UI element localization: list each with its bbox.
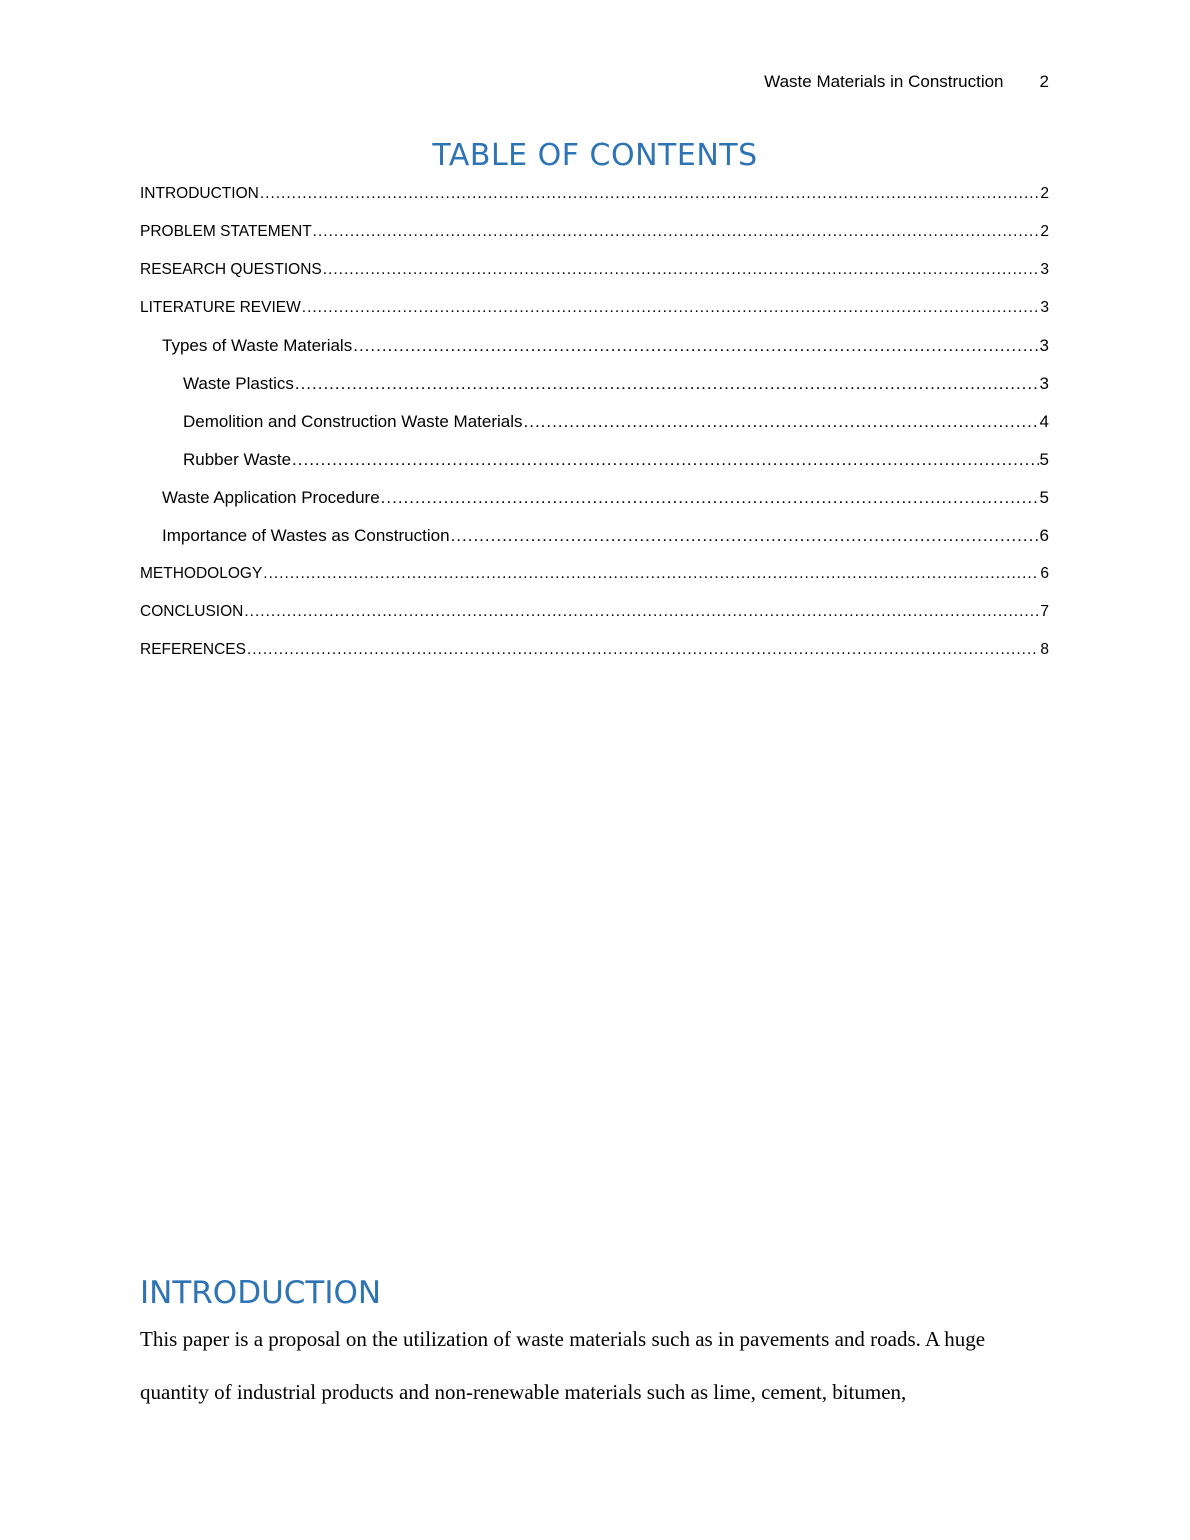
toc-entry-page: 6 bbox=[1039, 526, 1049, 545]
toc-entry-rubber-waste[interactable] bbox=[140, 441, 1049, 479]
toc-entry-label: PROBLEM STATEMENT bbox=[140, 223, 312, 240]
toc-entry-problem-statement[interactable] bbox=[140, 213, 1049, 251]
toc-entry-types-of-waste-materials[interactable] bbox=[140, 327, 1049, 365]
toc-title: TABLE OF CONTENTS bbox=[432, 138, 758, 173]
introduction-paragraph: This paper is a proposal on the utilization of waste materials such as in pavements and roads. A huge quantity of industrial products and non-renewable materials such as lime, cement, bitumen, bbox=[140, 1327, 986, 1404]
toc-entry-page: 2 bbox=[1040, 223, 1049, 240]
toc-entry-research-questions[interactable] bbox=[140, 251, 1049, 289]
toc-entry-page: 3 bbox=[1039, 336, 1049, 355]
toc-dot-leader bbox=[247, 641, 1039, 659]
toc-entry-page: 5 bbox=[1039, 488, 1049, 507]
toc-entry-page: 2 bbox=[1040, 185, 1049, 202]
toc-entry-label: Rubber Waste bbox=[183, 450, 292, 469]
toc-entry-page: 8 bbox=[1040, 641, 1049, 658]
toc-entry-page: 3 bbox=[1040, 299, 1049, 316]
toc-dot-leader bbox=[292, 450, 1039, 470]
toc-entry-references[interactable] bbox=[140, 631, 1049, 669]
toc-dot-leader bbox=[353, 336, 1038, 356]
introduction-heading: INTRODUCTION bbox=[140, 1275, 382, 1311]
toc-entry-label: CONCLUSION bbox=[140, 603, 244, 620]
toc-entry-label: Waste Plastics bbox=[183, 374, 294, 393]
toc-entry-label: Waste Application Procedure bbox=[162, 488, 380, 507]
toc-entry-page: 5 bbox=[1039, 450, 1049, 469]
toc-entry-page: 3 bbox=[1039, 374, 1049, 393]
toc-dot-leader bbox=[524, 412, 1039, 432]
toc-entry-label: Importance of Wastes as Construction bbox=[162, 526, 450, 545]
running-title: Waste Materials in Construction bbox=[764, 72, 1004, 91]
toc-entry-label: Demolition and Construction Waste Materials bbox=[183, 412, 523, 431]
toc-entry-label: RESEARCH QUESTIONS bbox=[140, 261, 322, 278]
header-page-number: 2 bbox=[1039, 72, 1049, 91]
toc-entry-literature-review[interactable] bbox=[140, 289, 1049, 327]
toc-entry-page: 7 bbox=[1040, 603, 1049, 620]
toc-entry-importance-of-wastes[interactable] bbox=[140, 517, 1049, 555]
toc-dot-leader bbox=[381, 488, 1039, 508]
toc-entry-page: 4 bbox=[1039, 412, 1049, 431]
toc-entry-demolition-construction-waste[interactable] bbox=[140, 403, 1049, 441]
running-header bbox=[764, 72, 1049, 92]
toc-entry-page: 3 bbox=[1040, 261, 1049, 278]
toc-entry-label: REFERENCES bbox=[140, 641, 246, 658]
table-of-contents bbox=[140, 175, 1049, 669]
toc-dot-leader bbox=[451, 526, 1039, 546]
toc-dot-leader bbox=[323, 261, 1040, 279]
toc-entry-label: Types of Waste Materials bbox=[162, 336, 353, 355]
toc-dot-leader bbox=[263, 565, 1039, 583]
toc-entry-introduction[interactable] bbox=[140, 175, 1049, 213]
toc-entry-waste-application-procedure[interactable] bbox=[140, 479, 1049, 517]
toc-entry-label: LITERATURE REVIEW bbox=[140, 299, 301, 316]
toc-entry-page: 6 bbox=[1040, 565, 1049, 582]
toc-entry-methodology[interactable] bbox=[140, 555, 1049, 593]
toc-dot-leader bbox=[302, 299, 1040, 317]
toc-entry-label: INTRODUCTION bbox=[140, 185, 259, 202]
toc-dot-leader bbox=[244, 603, 1039, 621]
toc-entry-waste-plastics[interactable] bbox=[140, 365, 1049, 403]
toc-dot-leader bbox=[313, 223, 1040, 241]
toc-entry-conclusion[interactable] bbox=[140, 593, 1049, 631]
toc-entry-label: METHODOLOGY bbox=[140, 565, 263, 582]
toc-dot-leader bbox=[260, 185, 1040, 203]
toc-dot-leader bbox=[295, 374, 1039, 394]
